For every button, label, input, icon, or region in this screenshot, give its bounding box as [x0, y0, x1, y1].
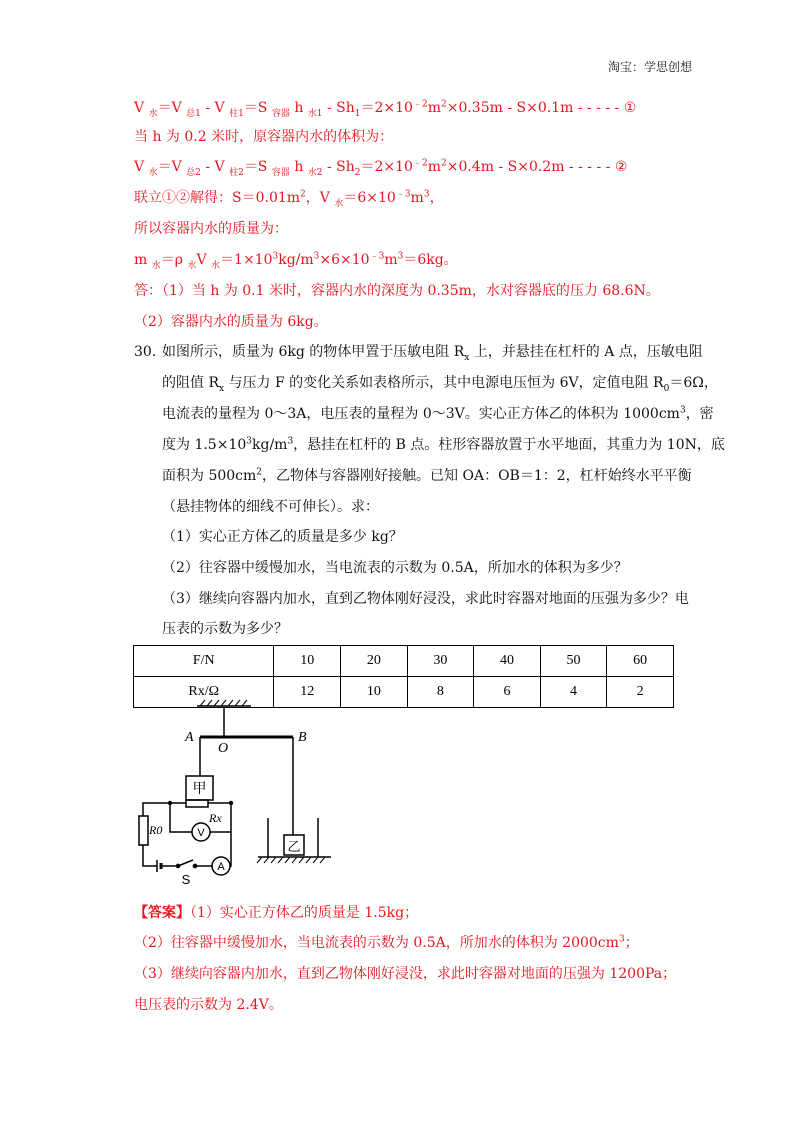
- header-shop: 淘宝：学思创想: [607, 60, 692, 74]
- table-cell: 2: [607, 677, 674, 708]
- r0-resistor: [139, 816, 148, 845]
- switch-label: S: [181, 872, 191, 887]
- label-r0: R0: [149, 823, 163, 837]
- solution-line-6: m $_水$＝ρ $_水$V $_水=1\times 10^3kg/m^3\times 6\times 10^{﹣3}m^3=6kg$。: [134, 251, 458, 271]
- answer-line-3: （3）继续向容器内加水，直到乙物体刚好浸没，求此时容器对地面的压强为 1200Pa；: [134, 966, 677, 982]
- answer-line-1: [134, 901, 418, 925]
- table-cell: 40: [474, 646, 541, 677]
- label-rx: Rx: [209, 811, 222, 825]
- junction-dot-right: [229, 801, 233, 805]
- label-b: B: [298, 730, 307, 745]
- label-jia: 甲: [192, 781, 207, 797]
- ceiling-hatch: [200, 700, 247, 706]
- table-cell: 8: [407, 677, 474, 708]
- table-cell: F/N: [134, 646, 274, 677]
- label-o: O: [218, 741, 229, 756]
- switch-lever: [178, 860, 193, 866]
- label-a: A: [185, 730, 194, 745]
- table-cell: 50: [540, 646, 607, 677]
- table-cell: 4: [540, 677, 607, 708]
- table-cell: 30: [407, 646, 474, 677]
- solution-line-3: V $_水$＝V $_{总2}$ - V $_{柱2}$＝S $_{容器}$ h $_{水2} - Sh_2=2\times 10^{﹣2}m^2\times 0.4m - S\times 0.2m$ - - - - - ②: [134, 158, 628, 178]
- question-line-2: 的阻值 $R_x$ 与压力 F 的变化关系如表格所示，其中电源电压恒为 6V，定值电阻 $R_0=6\Omega$，: [162, 375, 718, 394]
- solution-line-5: 所以容器内水的质量为：: [134, 221, 288, 237]
- answer-tag: 【答案】: [134, 905, 190, 921]
- solution-answer-2: （2）容器内水的质量为 6kg。: [134, 314, 328, 330]
- table-cell: 10: [341, 677, 408, 708]
- question-number: 30．: [134, 344, 166, 360]
- question-sub-3a: （3）继续向容器内加水，直到乙物体刚好浸没，求此时容器对地面的压强为多少？电: [162, 591, 689, 607]
- table-cell: 12: [274, 677, 341, 708]
- solution-line-1: V $_水$＝V $_{总1}$ - V $_{柱1}$＝S $_{容器}$ h $_{水1} - Sh_1=2\times 10^{﹣2}m^2\times 0.35m - S\times 0.1m$ - - - - - ①: [134, 99, 637, 119]
- solution-line-4: 联立①②解得：$S=0.01m^2$，V $_水=6\times 10^{﹣3}m^3$，: [134, 189, 444, 209]
- answer-line-4: 电压表的示数为 2.4V。: [134, 997, 283, 1013]
- question-line-1: 如图所示，质量为 6kg 的物体甲置于压敏电阻 $R_x$ 上，并悬挂在杠杆的 A 点，压敏电阻: [162, 344, 703, 363]
- question-sub-1: （1）实心正方体乙的质量是多少 kg？: [162, 529, 403, 545]
- ground-hatch: [257, 857, 325, 863]
- table-cell: 10: [274, 646, 341, 677]
- table-cell: Rx/Ω: [134, 677, 274, 708]
- question-line-4: 度为 $1.5\times 10^3kg/m^3$，悬挂在杠杆的 B 点。柱形容器放置于水平地面，其重力为 10N，底: [162, 436, 725, 453]
- solution-line-2: 当 h 为 0.2 米时，原容器内水的体积为：: [134, 129, 394, 145]
- question-line-5: 面积为 $500cm^2$，乙物体与容器刚好接触。已知 OA：OB＝1：2，杠杆始终水平平衡: [162, 467, 692, 484]
- table-cell: 60: [607, 646, 674, 677]
- question-sub-2: （2）往容器中缓慢加水，当电流表的示数为 0.5A，所加水的体积为多少？: [162, 560, 628, 576]
- answer-line-2: （2）往容器中缓慢加水，当电流表的示数为 0.5A，所加水的体积为 $2000cm^3$；: [134, 934, 639, 951]
- table-cell: 20: [341, 646, 408, 677]
- voltmeter-label: V: [197, 827, 205, 839]
- rx-resistor: [186, 800, 208, 807]
- answer-text-1: （1）实心正方体乙的质量是 1.5kg；: [190, 905, 419, 921]
- question-line-3: 电流表的量程为 0～3A，电压表的量程为 0～3V。实心正方体乙的体积为 $1000cm^3$，密: [162, 405, 714, 422]
- question-line-6: （悬挂物体的细线不可伸长）。求：: [162, 499, 379, 515]
- table-cell: 6: [474, 677, 541, 708]
- junction-dot-left: [168, 801, 172, 805]
- solution-answer-1: 答：（1）当 h 为 0.1 米时，容器内水的深度为 0.35m，水对容器底的压力 68.6N。: [134, 283, 660, 299]
- ammeter-label: A: [217, 861, 225, 873]
- question-sub-3b: 压表的示数为多少？: [162, 621, 288, 637]
- label-yi: 乙: [287, 840, 301, 855]
